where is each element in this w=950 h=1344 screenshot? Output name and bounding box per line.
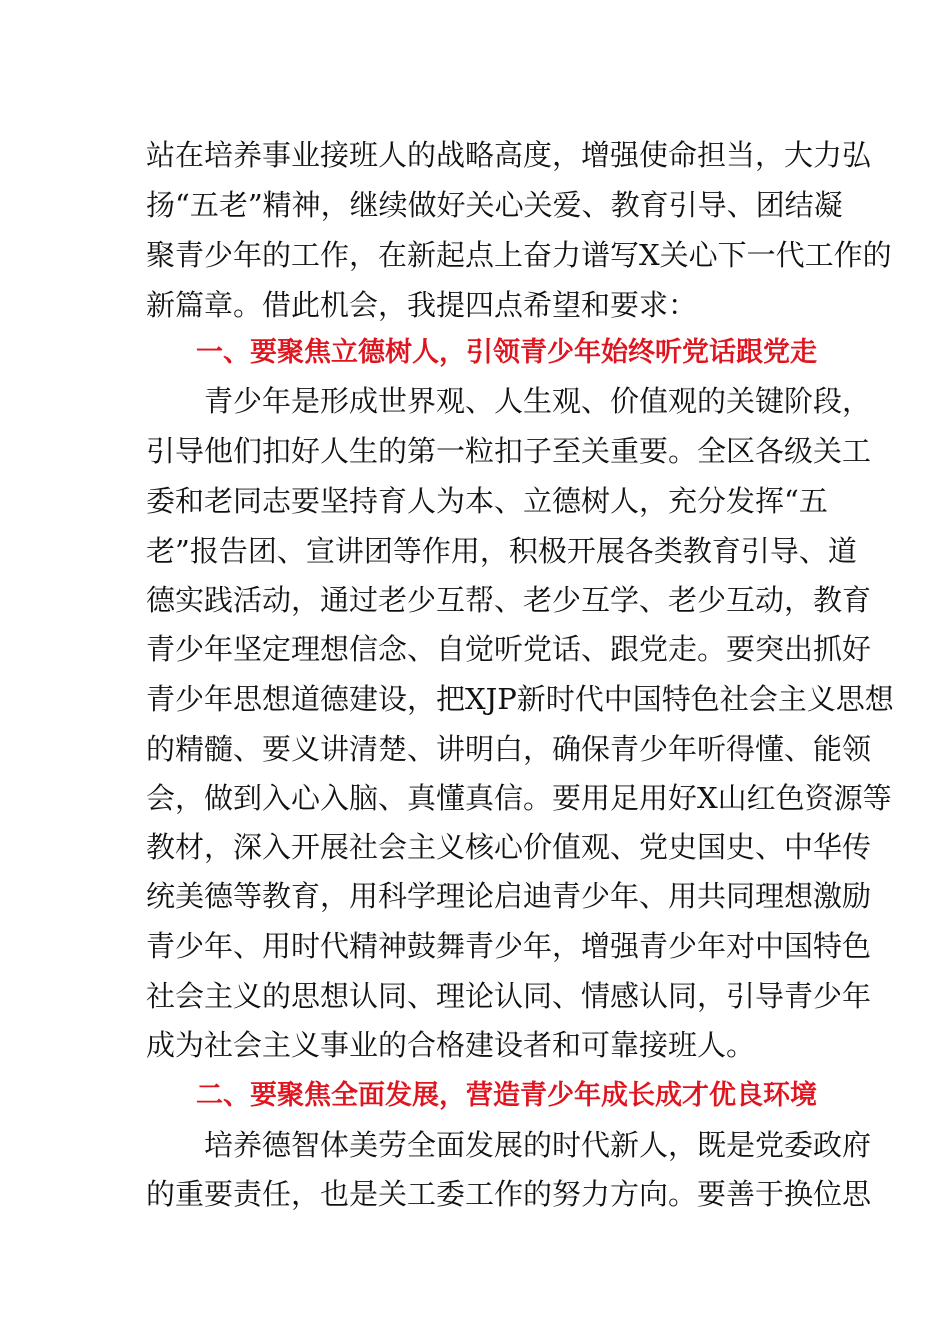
intro-line-1: 站在培养事业接班人的战略高度，增强使命担当，大力弘 <box>146 138 872 172</box>
intro-line-3: 聚青少年的工作，在新起点上奋力谱写X关心下一代工作的 <box>146 238 892 272</box>
section-1-line: 青少年坚定理想信念、自觉听党话、跟党走。要突出抓好 <box>146 632 872 666</box>
section-1-line: 青少年、用时代精神鼓舞青少年，增强青少年对中国特色 <box>146 929 872 963</box>
section-1-line: 青少年思想道德建设，把XJP新时代中国特色社会主义思想 <box>146 682 894 716</box>
section-1-line: 成为社会主义事业的合格建设者和可靠接班人。 <box>146 1028 756 1062</box>
section-1-line: 教材，深入开展社会主义核心价值观、党史国史、中华传 <box>146 830 872 864</box>
section-2-line: 的重要责任，也是关工委工作的努力方向。要善于换位思 <box>146 1177 872 1211</box>
section-1-line: 德实践活动，通过老少互帮、老少互学、老少互动，教育 <box>146 583 872 617</box>
section-1-line: 会，做到入心入脑、真懂真信。要用足用好X山红色资源等 <box>146 781 892 815</box>
intro-line-2: 扬“五老”精神，继续做好关心关爱、教育引导、团结凝 <box>146 188 843 222</box>
section-2-heading: 二、要聚焦全面发展，营造青少年成长成才优良环境 <box>196 1080 817 1111</box>
section-1-line: 引导他们扣好人生的第一粒扣子至关重要。全区各级关工 <box>146 434 872 468</box>
section-1-line: 委和老同志要坚持育人为本、立德树人，充分发挥“五 <box>146 484 828 518</box>
section-1-heading: 一、要聚焦立德树人，引领青少年始终听党话跟党走 <box>196 337 817 368</box>
intro-line-4: 新篇章。借此机会，我提四点希望和要求： <box>146 288 698 322</box>
section-1-line: 统美德等教育，用科学理论启迪青少年、用共同理想激励 <box>146 879 872 913</box>
section-1-line: 社会主义的思想认同、理论认同、情感认同，引导青少年 <box>146 979 872 1013</box>
section-2-line: 培养德智体美劳全面发展的时代新人，既是党委政府 <box>204 1128 872 1162</box>
section-1-line: 的精髓、要义讲清楚、讲明白，确保青少年听得懂、能领 <box>146 732 872 766</box>
section-1-line: 老”报告团、宣讲团等作用，积极开展各类教育引导、道 <box>146 534 857 568</box>
section-1-line: 青少年是形成世界观、人生观、价值观的关键阶段， <box>204 384 872 418</box>
